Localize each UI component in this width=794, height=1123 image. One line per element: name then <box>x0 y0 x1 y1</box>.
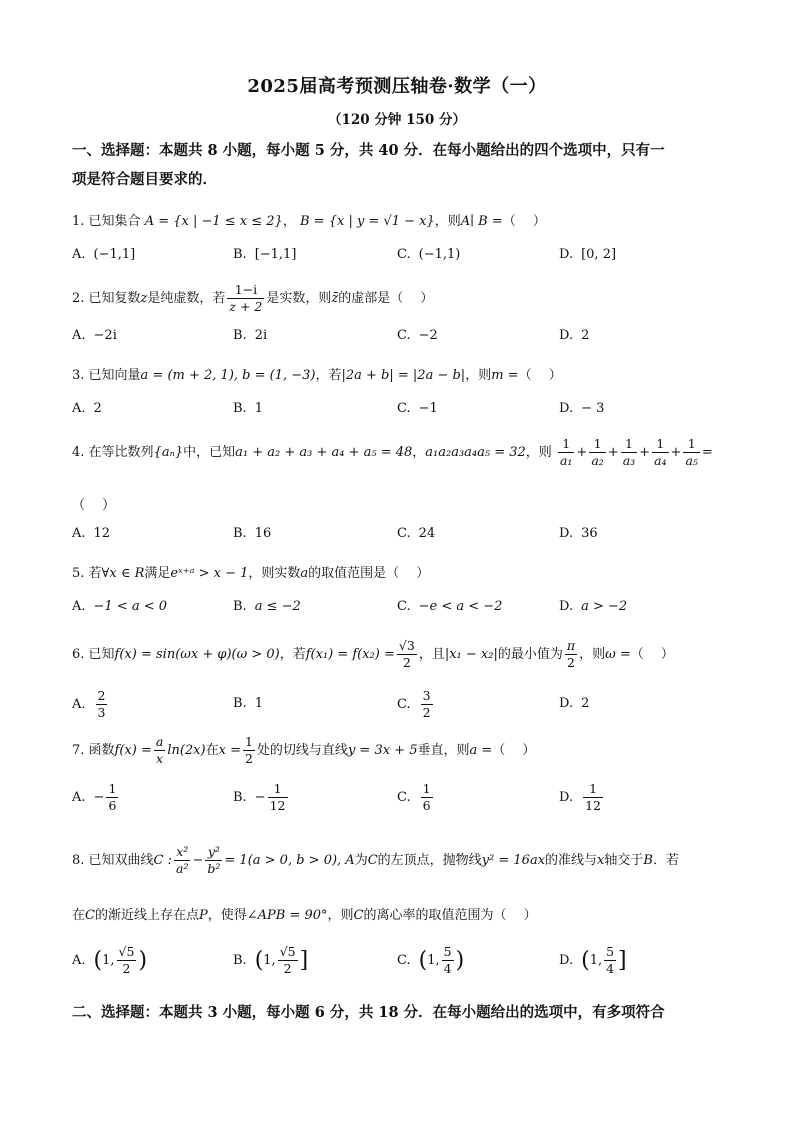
option-d[interactable]: D. (1, $\frac{5}{4}$ ] <box>559 944 627 976</box>
option-a[interactable]: A. −2i <box>72 328 117 343</box>
option-d[interactable]: D. − 3 <box>559 401 605 416</box>
paper-title: 2025届高考预测压轴卷·数学（一） <box>247 76 547 97</box>
question-1-stem: 1. 已知集合 A = {x | −1 ≤ x ≤ 2}， B = {x | y = √1 − x}，则A∣ B =（ ） <box>72 214 546 229</box>
question-4-options <box>72 526 722 550</box>
option-b[interactable]: B. [−1,1] <box>233 247 297 262</box>
question-7-stem: 7. 函数f(x) = $\frac{a}{x}$ ln(2x)在x = $\frac{1}{2}$ 处的切线与直线y = 3x + 5垂直，则a =（ ） <box>72 734 536 766</box>
question-1-options <box>72 247 722 271</box>
option-d[interactable]: D. $\frac{1}{12}$ <box>559 781 601 813</box>
option-a[interactable]: A. $\frac{2}{3}$ <box>72 688 106 720</box>
section-1-line-1: 一、选择题：本题共 8 小题，每小题 5 分，共 40 分．在每小题给出的四个选项中，只有一 <box>72 142 665 159</box>
question-5-stem: 5. 若∀x ∈ R满足eˣ⁺ᵃ > x − 1，则实数a的取值范围是（ ） <box>72 566 430 581</box>
set-a: A = {x | −1 ≤ x ≤ 2} <box>144 214 283 229</box>
option-b[interactable]: B. a ≤ −2 <box>233 599 301 614</box>
option-b[interactable]: B. − $\frac{1}{12}$ <box>233 781 286 813</box>
section-2-line-1: 二、选择题：本题共 3 小题，每小题 6 分，共 18 分．在每小题给出的选项中，有多项符合 <box>72 1004 665 1021</box>
question-8-stem-line-2: 在C的渐近线上存在点P，使得∠APB = 90°，则C的离心率的取值范围为（ ） <box>72 908 537 923</box>
option-c[interactable]: C. −2 <box>397 328 438 343</box>
option-d[interactable]: D. 36 <box>559 526 598 541</box>
question-6-stem: 6. 已知f(x) = sin(ωx + φ)(ω > 0)，若f(x₁) = f(x₂) = $\frac{√3}{2}$ ，且|x₁ − x₂|的最小值为 $\frac{\pi}{2}$ ，则ω =（ ） <box>72 638 674 670</box>
set-b: B = {x | y = √1 − x} <box>300 214 435 229</box>
option-c[interactable]: C. −e < a < −2 <box>397 599 503 614</box>
option-c[interactable]: C. (1, $\frac{5}{4}$ ) <box>397 944 465 976</box>
option-d[interactable]: D. 2 <box>559 696 590 711</box>
question-8-options <box>72 944 722 984</box>
question-5-options <box>72 599 722 623</box>
option-b[interactable]: B. 2i <box>233 328 268 343</box>
option-d[interactable]: D. a > −2 <box>559 599 628 614</box>
option-c[interactable]: C. −1 <box>397 401 438 416</box>
option-b[interactable]: B. 1 <box>233 696 263 711</box>
section-2-header <box>72 998 722 1027</box>
section-1-line-2: 项是符合题目要求的． <box>72 171 217 188</box>
section-1-header <box>72 136 722 194</box>
question-3-stem: 3. 已知向量a = (m + 2, 1), b = (1, −3)，若|2a + b| = |2a − b|，则m =（ ） <box>72 368 562 383</box>
option-c[interactable]: C. 24 <box>397 526 436 541</box>
option-b[interactable]: B. (1, $\frac{√5}{2}$ ] <box>233 944 309 976</box>
question-4-blank: （ ） <box>72 498 116 513</box>
option-a[interactable]: A. (−1,1] <box>72 247 136 262</box>
option-a[interactable]: A. −1 < a < 0 <box>72 599 168 614</box>
fraction: $\frac{1-i}{z + 2}$ <box>229 282 263 314</box>
option-a[interactable]: A. 2 <box>72 401 102 416</box>
question-6-options <box>72 688 722 724</box>
option-a[interactable]: A. − $\frac{1}{6}$ <box>72 781 117 813</box>
option-b[interactable]: B. 1 <box>233 401 263 416</box>
question-8-stem-line-1: 8. 已知双曲线C : $\frac{\text{x²}}{\text{a²}}$ − $\frac{\text{y²}}{\text{b²}}$ = 1(a > 0, b > 0), A为C的左顶点，抛物线y² = 16ax的准线与x轴交于B．若 <box>72 844 679 876</box>
option-d[interactable]: D. [0, 2] <box>559 247 617 262</box>
option-d[interactable]: D. 2 <box>559 328 590 343</box>
question-4-stem: 4. 在等比数列{aₙ}中，已知a₁ + a₂ + a₃ + a₄ + a₅ = 48，a₁a₂a₃a₄a₅ = 32，则 $\frac{1}{\text{a₁}}$ + $\frac{1}{\text{a₂}}$ + $\frac{1}{\text{a₃}}$ + $\frac{1}{\text{a₄}}$ + $\frac{1}{\text{a₅}}$ = <box>72 436 713 468</box>
question-2-options <box>72 328 722 352</box>
option-b[interactable]: B. 16 <box>233 526 272 541</box>
question-7-options <box>72 781 722 817</box>
option-a[interactable]: A. (1, $\frac{√5}{2}$ ) <box>72 944 148 976</box>
question-3-options <box>72 401 722 425</box>
question-2-stem: 2. 已知复数z是纯虚数，若 $\frac{1-i}{z + 2}$ 是实数，则z̄的虚部是（ ） <box>72 282 434 314</box>
option-c[interactable]: C. $\frac{1}{6}$ <box>397 781 431 813</box>
option-c[interactable]: C. (−1,1) <box>397 247 461 262</box>
option-a[interactable]: A. 12 <box>72 526 111 541</box>
option-c[interactable]: C. $\frac{3}{2}$ <box>397 688 431 720</box>
paper-subtitle: （120 分钟 150 分） <box>328 112 466 128</box>
